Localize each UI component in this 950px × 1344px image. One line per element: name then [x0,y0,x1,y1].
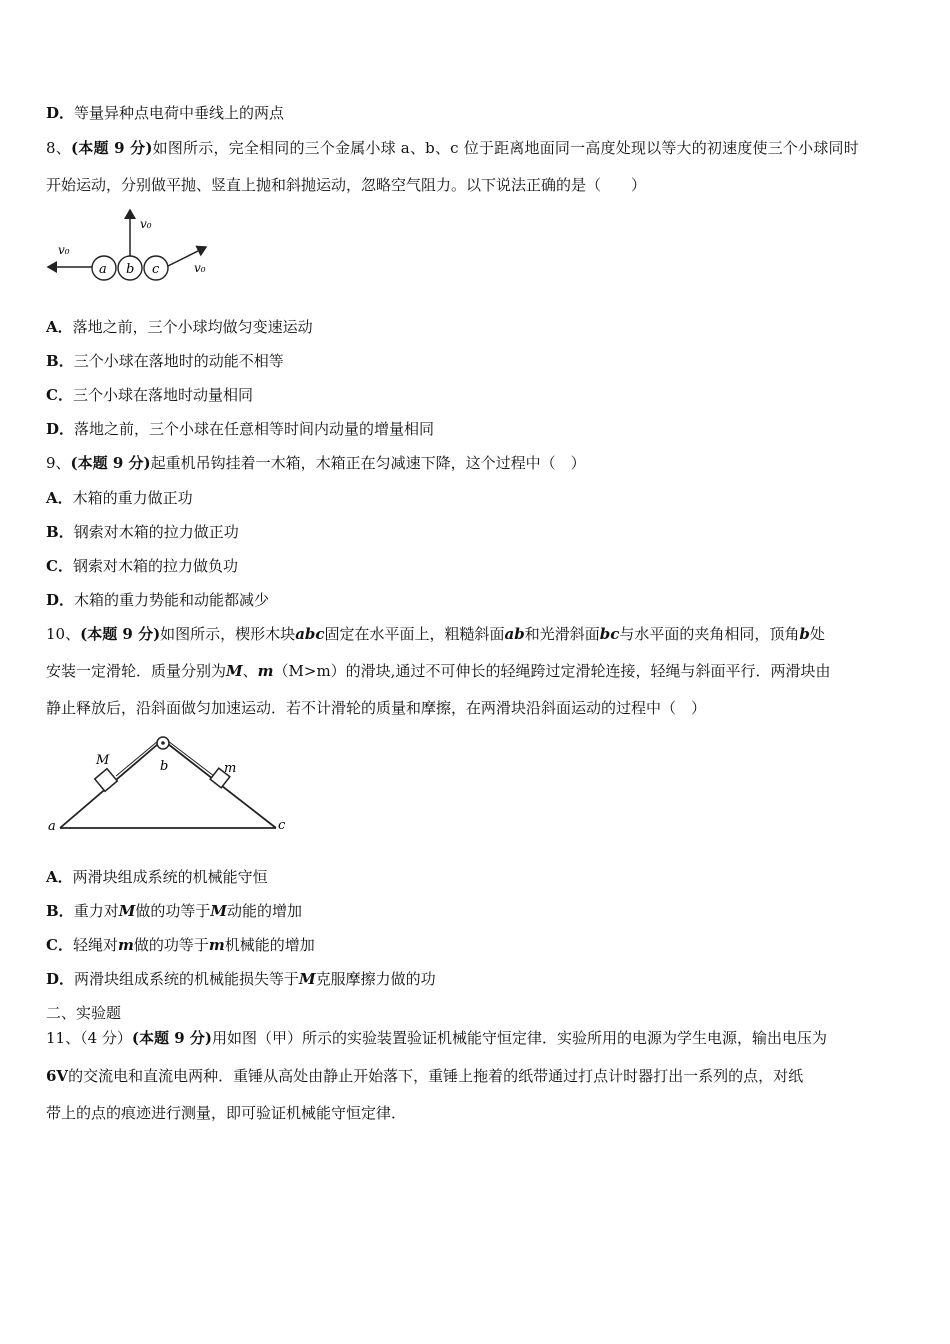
question-text: 的滑块,通过不可伸长的轻绳跨过定滑轮连接，轻绳与斜面平行．两滑块由 [345,662,831,680]
q9-option-a: A．木箱的重力做正功 [46,489,193,507]
q10-stem-line2 [46,660,830,681]
question-text: 安装一定滑轮．质量分别为 [46,662,227,680]
q9-option-d: D．木箱的重力势能和动能都减少 [46,591,270,609]
option-text: 轻绳对 [72,936,118,954]
option-text: 克服摩擦力做的功 [315,970,436,988]
option-text: 落地之前，三个小球均做匀变速运动 [72,318,313,336]
option-text: 动能的增加 [226,902,302,920]
option-text: 木箱的重力势能和动能都减少 [74,591,270,609]
option-text: 做的功等于 [135,902,211,920]
math-M: M [210,902,227,920]
option-text: 做的功等于 [133,936,209,954]
rope-right [168,741,214,776]
v0-up-label: v₀ [140,217,152,231]
ball-c-label: c [152,262,160,277]
q8-option-c: C．三个小球在落地时动量相同 [46,386,253,404]
option-text: 三个小球在落地时的动能不相等 [73,352,284,370]
option-key: A [46,489,58,507]
q10-option-c [46,934,315,955]
option-text: 落地之前，三个小球在任意相等时间内动量的增量相同 [74,420,435,438]
question-text: 开始运动，分别做平抛、竖直上抛和斜抛运动，忽略空气阻力。以下说法正确的是（ ） [46,176,647,194]
q9-stem [46,452,586,473]
option-text: 钢索对木箱的拉力做正功 [73,523,239,541]
question-number: 10、 [46,625,81,643]
label-a: a [48,819,56,834]
q7-option-d [46,102,284,123]
option-key: D [46,420,60,438]
rope-left [116,741,158,776]
q8-stem-line2 [46,174,646,195]
q10-option-a [46,866,268,887]
math-b: b [799,625,810,643]
question-number: 8、 [46,139,71,157]
option-key: B [46,523,59,541]
math-m: m [257,662,274,680]
ball-a-label: a [99,262,107,277]
question-text: 带上的点的痕迹进行测量，即可验证机械能守恒定律． [46,1104,407,1122]
question-number: 11、（4 分） [46,1029,132,1047]
q8-option-a: A．落地之前，三个小球均做匀变速运动 [46,318,313,336]
option-key: D [46,591,60,609]
math-M: M [299,970,316,988]
q10-stem-line1 [46,623,825,644]
question-text: 和光滑斜面 [524,625,600,643]
math-M: M [118,902,136,920]
q11-stem-line3 [46,1102,406,1123]
q10-option-d [46,968,436,989]
option-text: 木箱的重力做正功 [72,489,193,507]
math-M: M [226,662,243,680]
question-text: 用如图（甲）所示的实验装置验证机械能守恒定律．实验所用的电源为学生电源，输出电压为 [211,1029,827,1047]
option-key: A． [46,868,73,886]
separator: 、 [242,662,258,680]
q10-option-b [46,900,302,921]
q10-stem-line3 [46,697,706,718]
question-text: 处 [809,625,825,643]
q8-figure [44,204,220,288]
question-score: (本题 9 分) [70,139,153,157]
option-text: 三个小球在落地时动量相同 [72,386,253,404]
q9-option-c: C．钢索对木箱的拉力做负功 [46,557,238,575]
question-text: 与水平面的夹角相同，顶角 [619,625,800,643]
label-c: c [278,818,286,833]
math-m: m [117,936,134,954]
math-ab: ab [504,625,525,643]
option-key: C． [46,936,73,954]
question-text: 如图所示，楔形木块 [160,625,296,643]
q8-stem-line1 [46,137,906,158]
q10-figure [44,730,294,836]
q8-option-d: D．落地之前，三个小球在任意相等时间内动量的增量相同 [46,420,435,438]
v0-left-label: v₀ [58,243,70,257]
option-text: 两滑块组成系统的机械能守恒 [72,868,268,886]
label-m: m [224,761,237,776]
option-key: B [46,352,59,370]
condition: （M>m） [273,662,346,680]
option-text: 钢索对木箱的拉力做负功 [72,557,238,575]
math-bc: bc [599,625,620,643]
option-key: B． [46,902,74,920]
question-score: (本题 9 分) [70,454,151,472]
block-M [95,769,118,792]
option-key: A [46,318,58,336]
q8-option-b: B．三个小球在落地时的动能不相等 [46,352,284,370]
question-text: 如图所示，完全相同的三个金属小球 a、b、c 位于距离地面同一高度处现以等大的初速度使三个小球同时 [152,139,859,157]
question-score: (本题 9 分) [131,1029,212,1047]
option-text: 机械能的增加 [224,936,315,954]
section-heading: 二、实验题 [46,1004,122,1022]
math-abc: abc [295,625,325,643]
voltage-value: 6V [46,1067,69,1085]
q11-stem-line2 [46,1065,803,1086]
option-key: C [46,386,58,404]
question-text: 的交流电和直流电两种．重锤从高处由静止开始落下，重锤上拖着的纸带通过打点计时器打出一系列的点，对纸 [68,1067,804,1085]
label-M: M [96,753,110,768]
math-m: m [208,936,225,954]
q11-stem-line1 [46,1027,827,1048]
question-text: 固定在水平面上，粗糙斜面 [324,625,505,643]
question-score: (本题 9 分) [80,625,161,643]
ball-b-label: b [126,262,135,277]
question-number: 9、 [46,454,71,472]
question-text: 起重机吊钩挂着一木箱，木箱正在匀减速下降，这个过程中（ ） [150,454,586,472]
option-key: D． [46,104,75,122]
q9-option-b: B．钢索对木箱的拉力做正功 [46,523,239,541]
option-key: D． [46,970,75,988]
option-key: C [46,557,58,575]
option-text: 等量异种点电荷中垂线上的两点 [74,104,285,122]
label-b: b [160,759,169,774]
question-text: 静止释放后，沿斜面做匀加速运动．若不计滑轮的质量和摩擦，在两滑块沿斜面运动的过程中（ ） [46,699,707,717]
v0-right-label: v₀ [194,261,206,275]
option-text: 重力对 [73,902,119,920]
option-text: 两滑块组成系统的机械能损失等于 [74,970,300,988]
